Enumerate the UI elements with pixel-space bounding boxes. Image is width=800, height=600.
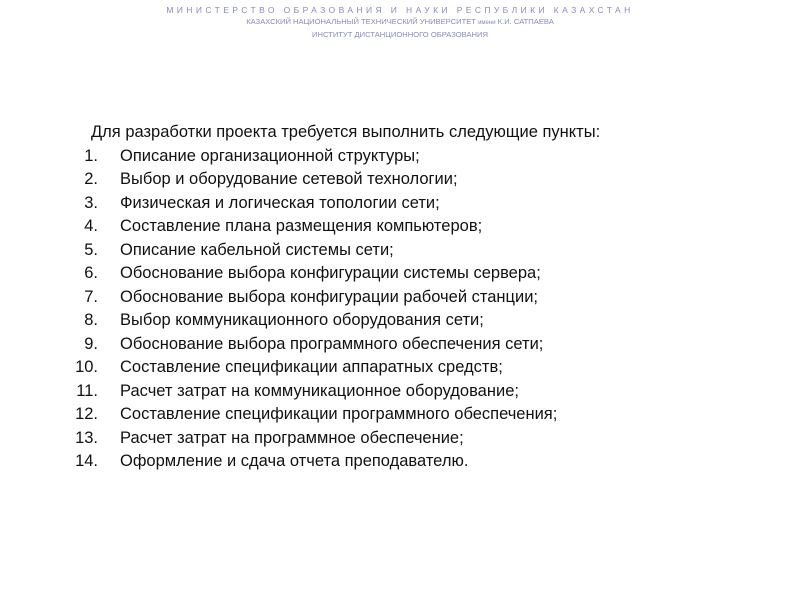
list-item-text: Описание организационной структуры; (120, 146, 420, 165)
list-item-number: 2. (84, 170, 98, 188)
list-item-text: Выбор и оборудование сетевой технологии; (120, 170, 458, 188)
list-item (66, 309, 766, 333)
list-item-text: Расчет затрат на программное обеспечение; (120, 428, 464, 447)
list-item-text: Обоснование выбора программного обеспечения сети; (120, 334, 544, 353)
list-item (66, 450, 766, 474)
institute-title: ИНСТИТУТ ДИСТАНЦИОННОГО ОБРАЗОВАНИЯ (312, 30, 488, 39)
list-item-number: 1. (84, 146, 98, 165)
list-item-number: 10. (75, 358, 98, 376)
list-item-number: 4. (84, 217, 98, 235)
requirements-section (66, 121, 766, 474)
list-item (66, 403, 766, 427)
list-item-number: 12. (75, 405, 98, 423)
list-item (66, 262, 766, 286)
list-item-number: 8. (84, 311, 98, 329)
university-name-connector: имени (478, 20, 496, 26)
list-item-number: 11. (76, 381, 98, 400)
university-title (0, 16, 800, 29)
university-namesake: К.И. САТПАЕВА (497, 17, 554, 26)
list-item (66, 215, 766, 239)
intro-text: Для разработки проекта требуется выполнить следующие пункты: (91, 123, 601, 141)
list-item-text: Выбор коммуникационного оборудования сети; (120, 311, 484, 329)
list-item (66, 380, 766, 404)
ministry-title: МИНИСТЕРСТВО ОБРАЗОВАНИЯ И НАУКИ РЕСПУБЛИКИ КАЗАХСТАН (166, 5, 634, 15)
list-item-number: 3. (84, 193, 98, 212)
list-item-text: Описание кабельной системы сети; (120, 240, 394, 259)
list-item-text: Физическая и логическая топологии сети; (120, 193, 440, 212)
list-item-number: 14. (75, 452, 98, 470)
list-item-text: Составление спецификации программного обеспечения; (120, 405, 558, 423)
list-item-number: 13. (75, 428, 98, 447)
list-item-text: Составление плана размещения компьютеров; (120, 217, 483, 235)
list-item-text: Обоснование выбора конфигурации рабочей станции; (120, 287, 538, 306)
list-item (66, 286, 766, 310)
list-item-number: 5. (84, 240, 98, 259)
requirements-list (66, 145, 766, 474)
slide-header (0, 4, 800, 40)
university-name: КАЗАХСКИЙ НАЦИОНАЛЬНЫЙ ТЕХНИЧЕСКИЙ УНИВЕРСИТЕТ (246, 17, 476, 26)
list-item-text: Обоснование выбора конфигурации системы сервера; (120, 264, 541, 282)
list-item (66, 239, 766, 263)
list-item (66, 145, 766, 169)
list-item (66, 168, 766, 192)
list-item-text: Оформление и сдача отчета преподавателю. (120, 452, 469, 470)
list-item-number: 7. (84, 287, 98, 306)
list-item (66, 192, 766, 216)
list-item-number: 6. (84, 264, 98, 282)
list-item (66, 333, 766, 357)
list-item-number: 9. (84, 334, 98, 353)
list-item-text: Составление спецификации аппаратных средств; (120, 358, 503, 376)
list-item-text: Расчет затрат на коммуникационное оборудование; (120, 381, 519, 400)
list-item (66, 356, 766, 380)
list-item (66, 427, 766, 451)
